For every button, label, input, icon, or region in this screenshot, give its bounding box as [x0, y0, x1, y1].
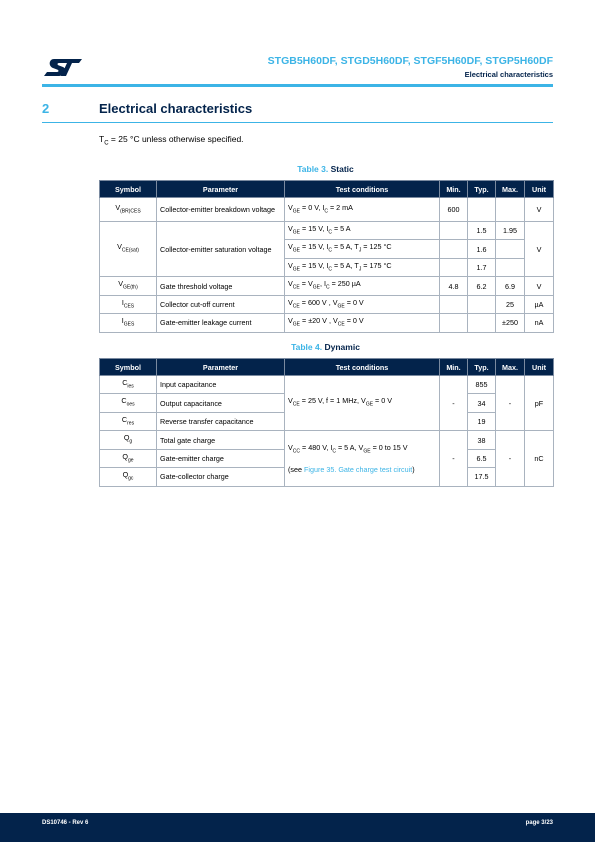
condition-cell: $V_{GE} = 0$ V, $I_C = 2$ mA: [285, 198, 440, 222]
typ-cell: 17.5: [468, 468, 496, 486]
column-header: Symbol: [100, 359, 157, 376]
parameter-cell: Collector cut-off current: [157, 295, 285, 313]
figure-link[interactable]: Figure 35. Gate charge test circuit: [303, 465, 413, 475]
table-row: [100, 277, 554, 295]
parameter-cell: Gate threshold voltage: [157, 277, 285, 295]
parameter-cell: Output capacitance: [157, 394, 285, 412]
table-row: [100, 295, 554, 313]
unit-cell: V: [525, 222, 554, 277]
column-header: Min.: [440, 359, 468, 376]
condition-cell: $V_{CE} = V_{GE}$, $I_C = 250$ µA: [285, 277, 440, 295]
table-row: [100, 198, 554, 222]
max-cell: ±250: [496, 314, 525, 332]
header-rule: [42, 84, 553, 87]
unit-cell: µA: [525, 295, 554, 313]
table-row: [100, 314, 554, 332]
column-header: Max.: [496, 359, 525, 376]
intro-text: $T_C = 25$ °C unless otherwise specified.: [99, 134, 244, 147]
symbol-cell: $I_{CES}$: [100, 295, 157, 313]
table4-caption: Table 4. Dynamic: [291, 342, 360, 352]
min-cell: 4.8: [440, 277, 468, 295]
column-header: Parameter: [157, 359, 285, 376]
parameter-cell: Collector-emitter saturation voltage: [157, 222, 285, 277]
column-header: Test conditions: [285, 359, 440, 376]
unit-cell: nA: [525, 314, 554, 332]
st-logo-icon: [42, 56, 84, 78]
typ-cell: 1.7: [468, 258, 496, 276]
column-header: Min.: [440, 181, 468, 198]
typ-cell: [468, 295, 496, 313]
parameter-cell: Total gate charge: [157, 431, 285, 449]
column-header: Symbol: [100, 181, 157, 198]
min-cell: [440, 295, 468, 313]
symbol-cell: $C_{ies}$: [100, 376, 157, 394]
symbol-cell: $V_{GE(th)}$: [100, 277, 157, 295]
parameter-cell: Reverse transfer capacitance: [157, 412, 285, 430]
header-subtitle: Electrical characteristics: [464, 70, 553, 79]
table-header-row: [100, 181, 554, 198]
column-header: Typ.: [468, 181, 496, 198]
condition-cell: $V_{GE} = 15$ V, $I_C = 5$ A, $T_J = 175$ °C: [285, 258, 440, 276]
typ-cell: [468, 314, 496, 332]
unit-cell: V: [525, 198, 554, 222]
column-header: Parameter: [157, 181, 285, 198]
min-cell: -: [440, 431, 468, 486]
parameter-cell: Gate-emitter charge: [157, 449, 285, 467]
max-cell: 1.95: [496, 222, 525, 240]
unit-cell: nC: [525, 431, 554, 486]
max-cell: [496, 258, 525, 276]
typ-cell: 6.2: [468, 277, 496, 295]
parameter-cell: Gate-collector charge: [157, 468, 285, 486]
typ-cell: 19: [468, 412, 496, 430]
min-cell: [440, 258, 468, 276]
table-header-row: [100, 359, 554, 376]
symbol-cell: $Q_g$: [100, 431, 157, 449]
min-cell: [440, 222, 468, 240]
column-header: Max.: [496, 181, 525, 198]
max-cell: [496, 198, 525, 222]
condition-cell: $V_{GE} = 15$ V, $I_C = 5$ A: [285, 222, 440, 240]
typ-cell: 855: [468, 376, 496, 394]
max-cell: -: [496, 431, 525, 486]
footer-bar: [0, 816, 595, 842]
unit-cell: pF: [525, 376, 554, 431]
table3-caption: Table 3. Static: [297, 164, 354, 174]
typ-cell: [468, 198, 496, 222]
symbol-cell: $V_{CE(sat)}$: [100, 222, 157, 277]
typ-cell: 1.6: [468, 240, 496, 258]
header-title: STGB5H60DF, STGD5H60DF, STGF5H60DF, STGP5H60DF: [267, 55, 553, 67]
typ-cell: 34: [468, 394, 496, 412]
table-row: [100, 222, 554, 240]
min-cell: -: [440, 376, 468, 431]
symbol-cell: $Q_{gc}$: [100, 468, 157, 486]
min-cell: [440, 314, 468, 332]
max-cell: 6.9: [496, 277, 525, 295]
max-cell: -: [496, 376, 525, 431]
typ-cell: 6.5: [468, 449, 496, 467]
condition-cell: $V_{GE} = \pm 20$ V , $V_{CE} = 0$ V: [285, 314, 440, 332]
condition-cell: $V_{CE} = 25$ V, f = 1 MHz, $V_{GE} = 0$ V: [285, 376, 440, 431]
condition-cell: $V_{CE} = 600$ V , $V_{GE} = 0$ V: [285, 295, 440, 313]
min-cell: 600: [440, 198, 468, 222]
symbol-cell: $V_{(BR)CES}$: [100, 198, 157, 222]
column-header: Unit: [525, 181, 554, 198]
condition-cell: $V_{GE} = 15$ V, $I_C = 5$ A, $T_J = 125$ °C: [285, 240, 440, 258]
footer-doc-id: DS10746 - Rev 6: [42, 820, 89, 826]
column-header: Test conditions: [285, 181, 440, 198]
max-cell: [496, 240, 525, 258]
symbol-cell: $Q_{ge}$: [100, 449, 157, 467]
table-static: [99, 180, 554, 333]
condition-cell: $V_{CC} = 480$ V, $I_C = 5$ A, $V_{GE} = 0$ to 15 V (see Figure 35. Gate charge test circuit): [285, 431, 440, 486]
parameter-cell: Collector-emitter breakdown voltage: [157, 198, 285, 222]
min-cell: [440, 240, 468, 258]
parameter-cell: Input capacitance: [157, 376, 285, 394]
symbol-cell: $C_{res}$: [100, 412, 157, 430]
section-title: Electrical characteristics: [99, 101, 253, 116]
typ-cell: 38: [468, 431, 496, 449]
typ-cell: 1.5: [468, 222, 496, 240]
footer-page-number: page 3/23: [525, 820, 553, 826]
max-cell: 25: [496, 295, 525, 313]
parameter-cell: Gate-emitter leakage current: [157, 314, 285, 332]
symbol-cell: $C_{oes}$: [100, 394, 157, 412]
column-header: Typ.: [468, 359, 496, 376]
unit-cell: V: [525, 277, 554, 295]
table-row: [100, 431, 554, 449]
table-row: [100, 376, 554, 394]
section-number: 2: [42, 101, 50, 116]
table-dynamic: [99, 358, 554, 487]
symbol-cell: $I_{GES}$: [100, 314, 157, 332]
section-rule: [42, 122, 553, 123]
column-header: Unit: [525, 359, 554, 376]
